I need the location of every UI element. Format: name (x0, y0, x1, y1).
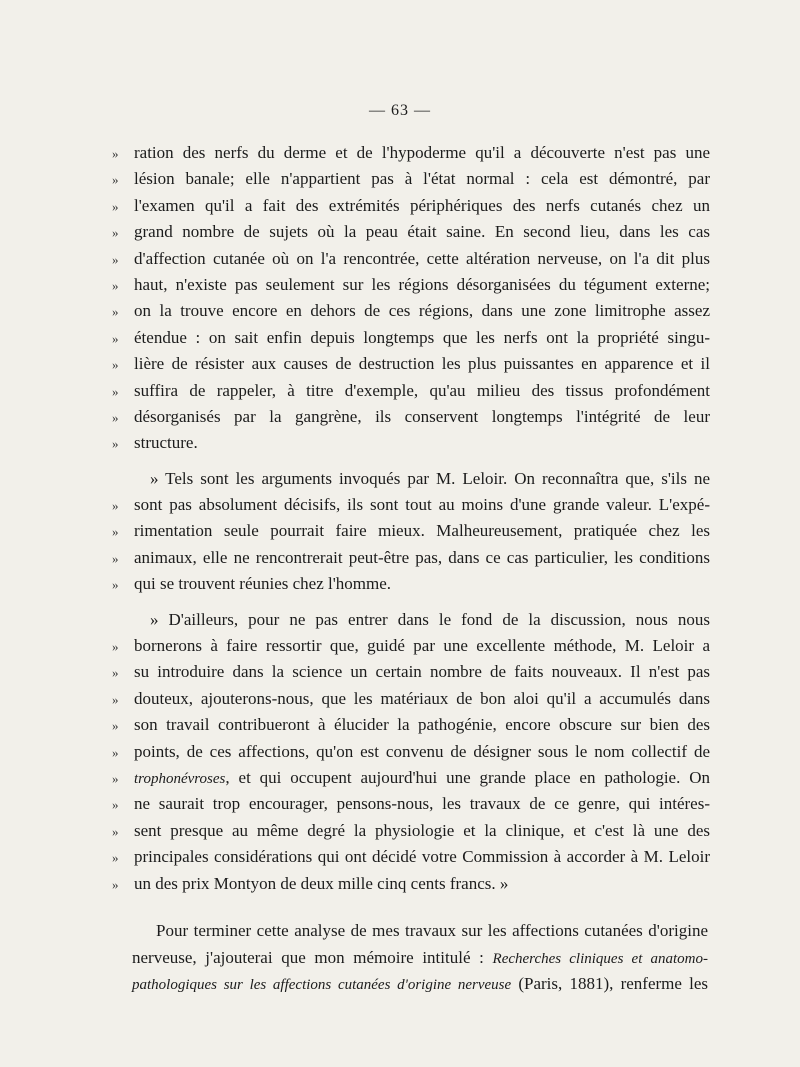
line-text: bornerons à faire ressortir que, guidé par une excellente méthode, M. Leloir a (134, 636, 710, 656)
line-text: points, de ces affections, qu'on est convenu de désigner sous le nom collectif de (134, 741, 710, 761)
text-line (112, 140, 710, 166)
line-text: lésion banale; elle n'appartient pas à l'état normal : cela est démontré, par (134, 169, 710, 189)
line-text: l'examen qu'il a fait des extrémités périphériques des nerfs cutanés chez un (134, 195, 710, 215)
quote-mark: » (112, 718, 119, 734)
text-line (112, 571, 710, 597)
text-line (112, 246, 710, 272)
line-text: sent presque au même degré la physiologie et la clinique, et c'est là une des (134, 820, 710, 840)
text-line (112, 518, 710, 544)
paragraph-gap (112, 457, 710, 466)
quote-mark: » (112, 577, 119, 593)
line-text: rimentation seule pourrait faire mieux. Malheureusement, pratiquée chez les (134, 521, 710, 541)
text-line (112, 166, 710, 192)
quote-mark: » (112, 357, 119, 373)
final-line-3-text: (Paris, 1881), renferme les (518, 974, 708, 993)
text-line (112, 492, 710, 518)
line-text: » Tels sont les arguments invoqués par M. Leloir. On reconnaîtra que, s'ils ne (150, 468, 710, 488)
final-line-3 (132, 971, 708, 998)
line-text: haut, n'existe pas seulement sur les régions désorganisées du tégument externe; (134, 274, 710, 294)
text-line (112, 607, 710, 633)
title-italic-part2: pathologiques sur les affections cutanées d'origine nerveuse (132, 977, 512, 993)
quote-mark: » (112, 198, 119, 214)
line-text: on la trouve encore en dehors de ces régions, dans une zone limitrophe assez (134, 301, 710, 321)
line-text: douteux, ajouterons-nous, que les matériaux de bon aloi qu'il a accumulés dans (134, 688, 710, 708)
line-text: lière de résister aux causes de destruction les plus puissantes en apparence et il (134, 354, 710, 374)
text-line (112, 739, 710, 765)
text-line (112, 765, 710, 791)
line-text: su introduire dans la science un certain nombre de faits nouveaux. Il n'est pas (134, 662, 710, 682)
text-line (112, 686, 710, 712)
line-text: étendue : on sait enfin depuis longtemps que les nerfs ont la propriété singu- (134, 327, 710, 347)
text-line (112, 272, 710, 298)
line-text: suffira de rappeler, à titre d'exemple, qu'au milieu des tissus profondément (134, 380, 710, 400)
text-line (112, 404, 710, 430)
line-text: son travail contribueront à élucider la pathogénie, encore obscure sur bien des (134, 715, 710, 735)
text-line (112, 466, 710, 492)
final-line-2-text: nerveuse, j'ajouterai que mon mémoire intitulé : (132, 947, 484, 967)
line-text: désorganisés par la gangrène, ils conservent longtemps l'intégrité de leur (134, 406, 710, 426)
text-line (112, 545, 710, 571)
quote-mark: » (112, 850, 119, 866)
line-text: grand nombre de sujets où la peau était saine. En second lieu, dans les cas (134, 222, 710, 242)
text-line (112, 818, 710, 844)
line-text: » D'ailleurs, pour ne pas entrer dans le fond de la discussion, nous nous (150, 609, 710, 629)
quoted-report (112, 140, 710, 897)
quote-mark: » (112, 277, 119, 293)
text-line (112, 298, 710, 324)
text-line (112, 712, 710, 738)
quote-mark: » (112, 172, 119, 188)
line-text: qui se trouvent réunies chez l'homme. (134, 574, 392, 594)
quote-mark: » (112, 146, 119, 161)
quote-mark: » (112, 744, 119, 760)
line-text: sont pas absolument décisifs, ils sont tout au moins d'une grande valeur. L'expé- (134, 495, 710, 515)
quote-mark: » (112, 876, 119, 892)
quote-mark: » (112, 409, 119, 425)
quote-mark: » (112, 691, 119, 707)
line-text: trophonévroses, et qui occupent aujourd'hui une grande place en pathologie. On (134, 767, 710, 787)
line-text: ration des nerfs du derme et de l'hypoderme qu'il a découverte n'est pas une (134, 143, 710, 162)
text-line (112, 378, 710, 404)
page-number: — 63 — (369, 102, 431, 119)
quote-mark: » (112, 797, 119, 813)
text-line (112, 193, 710, 219)
quote-mark: » (112, 330, 119, 346)
line-text: structure. (134, 433, 198, 453)
line-text: d'affection cutanée où on l'a rencontrée, cette altération nerveuse, on l'a dit plus (134, 248, 710, 268)
quote-mark: » (112, 436, 119, 452)
quote-mark: » (112, 225, 119, 241)
line-text: animaux, elle ne rencontrerait peut-être pas, dans ce cas particulier, les conditions (134, 547, 710, 567)
text-line (112, 844, 710, 870)
final-paragraph (132, 918, 708, 998)
text-line (112, 219, 710, 245)
quote-mark: » (112, 550, 119, 566)
text-line (112, 325, 710, 351)
title-italic-part1: Recherches cliniques et anatomo- (492, 950, 709, 967)
final-line-2 (132, 945, 708, 972)
text-line (112, 791, 710, 817)
paragraph-gap (112, 598, 710, 607)
line-text: principales considérations qui ont décidé votre Commission à accorder à M. Leloir (134, 847, 710, 867)
quote-mark: » (112, 383, 119, 399)
quote-mark: » (112, 639, 119, 655)
quote-mark: » (112, 823, 119, 839)
text-line (112, 351, 710, 377)
final-line-1: Pour terminer cette analyse de mes travaux sur les affections cutanées d'origine (156, 921, 708, 940)
line-text: ne saurait trop encourager, pensons-nous, les travaux de ce genre, qui intéres- (134, 794, 710, 814)
quote-mark: » (112, 251, 119, 267)
quote-mark: » (112, 498, 119, 514)
text-line (112, 871, 710, 897)
text-line (112, 430, 710, 456)
quote-mark: » (112, 524, 119, 540)
quote-mark: » (112, 665, 119, 681)
text-line (112, 659, 710, 685)
quote-mark: » (112, 770, 119, 786)
italic-term: trophonévroses (134, 770, 226, 787)
line-text: un des prix Montyon de deux mille cinq cents francs. » (134, 873, 509, 893)
quote-mark: » (112, 304, 119, 320)
text-line (112, 633, 710, 659)
